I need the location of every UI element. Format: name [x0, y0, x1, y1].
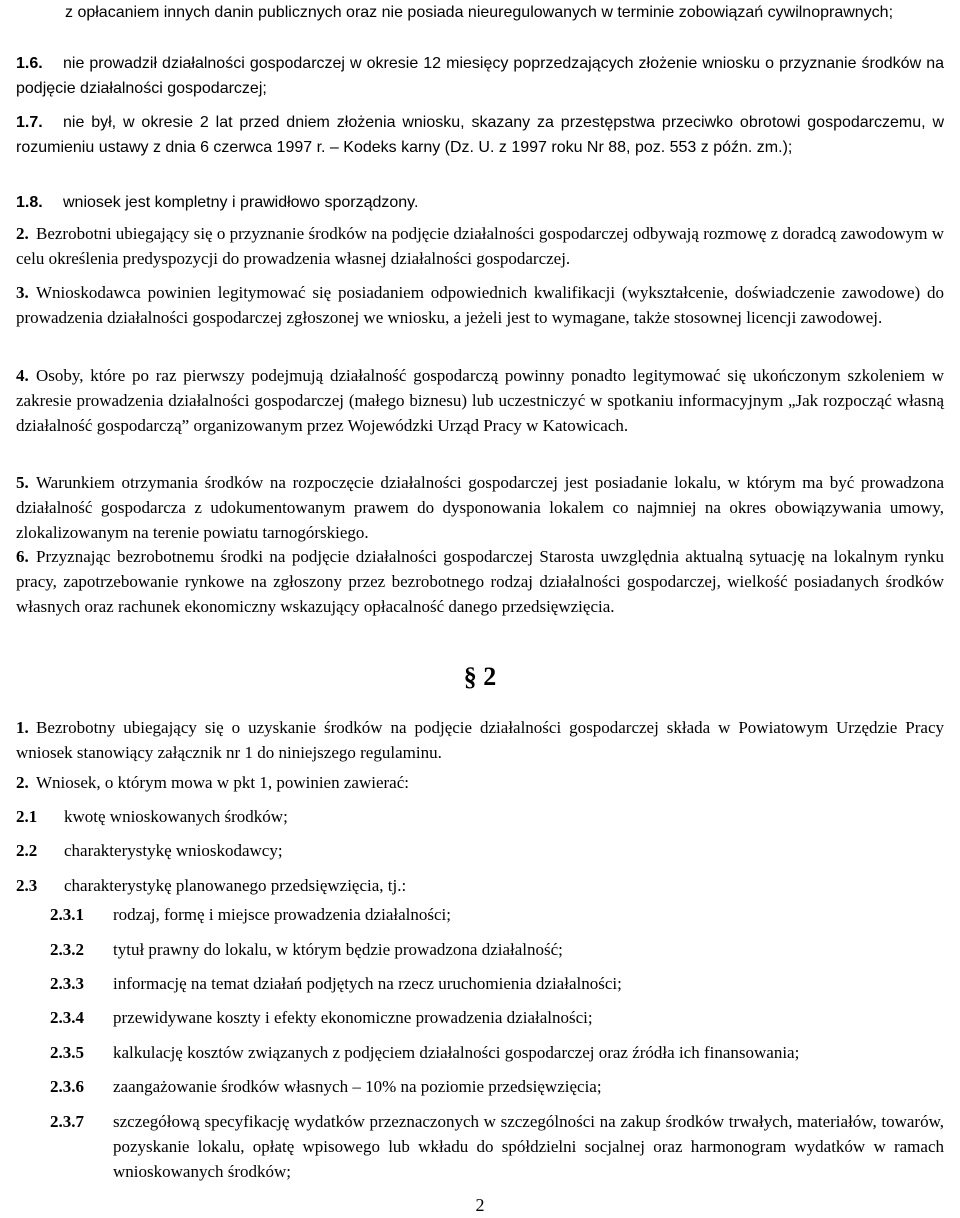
item-text: szczegółową specyfikację wydatków przeznaczonych w szczególności na zakup środków trwałych, materiałów, towarów, pozyskanie lokalu, opłatę wpisowego lub wkładu do spółdzielni socjalnej oraz harmonogram wydatków w ramach wnioskowanych środków; — [113, 1112, 944, 1181]
item-number: 2.3.6 — [50, 1077, 84, 1096]
item-5 — [16, 470, 944, 545]
item-text: charakterystykę planowanego przedsięwzięcia, tj.: — [64, 876, 407, 895]
sub-item-number: 1.6. — [16, 55, 43, 72]
item-text: Bezrobotny ubiegający się o uzyskanie środków na podjęcie działalności gospodarczej składa w Powiatowym Urzędzie Pracy wniosek stanowiący załącznik nr 1 do niniejszego regulaminu. — [16, 718, 944, 762]
item-3 — [16, 280, 944, 330]
sub-item-1-8 — [16, 190, 944, 215]
level3-item-2-3-5 — [50, 1040, 944, 1065]
item-6 — [16, 544, 944, 619]
section-item-2 — [16, 770, 944, 795]
item-number: 5. — [16, 473, 29, 492]
sub-item-1-7 — [16, 110, 944, 160]
level3-item-2-3-4 — [50, 1005, 944, 1030]
continuation-text: z opłacaniem innych danin publicznych oraz nie posiada nieuregulowanych w terminie zobowiązań cywilnoprawnych; — [65, 4, 894, 21]
page-number: 2 — [475, 1195, 485, 1215]
level3-item-2-3-7 — [50, 1109, 944, 1184]
item-number: 2.3 — [16, 876, 38, 895]
item-text: Warunkiem otrzymania środków na rozpoczęcie działalności gospodarczej jest posiadanie lokalu, w którym ma być prowadzona działalność gospodarcza z udokumentowanym prawem do dysponowania lokalem co najmniej na okres obowiązywania umowy, zlokalizowanym na terenie powiatu tarnogórskiego. — [16, 473, 944, 542]
item-text: charakterystykę wnioskodawcy; — [64, 841, 283, 860]
item-number: 2.3.1 — [50, 905, 84, 924]
item-number: 2. — [16, 224, 29, 243]
sub-item-1-6 — [16, 51, 944, 101]
item-text: kwotę wnioskowanych środków; — [64, 807, 288, 826]
item-number: 4. — [16, 366, 29, 385]
item-text: Wniosek, o którym mowa w pkt 1, powinien zawierać: — [36, 773, 409, 792]
sub-item-number: 1.7. — [16, 114, 43, 131]
item-number: 2.2 — [16, 841, 38, 860]
sub-item-number: 1.8. — [16, 194, 43, 211]
item-2 — [16, 221, 944, 271]
item-number: 2.3.5 — [50, 1043, 84, 1062]
level2-item-2-3 — [16, 873, 944, 898]
item-number: 1. — [16, 718, 29, 737]
item-number: 2.3.7 — [50, 1112, 84, 1131]
sub-item-text: wniosek jest kompletny i prawidłowo sporządzony. — [63, 194, 419, 211]
continuation-paragraph — [65, 0, 944, 25]
item-text: kalkulację kosztów związanych z podjęciem działalności gospodarczej oraz źródła ich finansowania; — [113, 1043, 800, 1062]
level3-item-2-3-2 — [50, 937, 944, 962]
item-number: 2.3.2 — [50, 940, 84, 959]
level3-item-2-3-3 — [50, 971, 944, 996]
sub-item-text: nie był, w okresie 2 lat przed dniem złożenia wniosku, skazany za przestępstwa przeciwko obrotowi gospodarczemu, w rozumieniu ustawy z dnia 6 czerwca 1997 r. – Kodeks karny (Dz. U. z 1997 roku Nr 88, poz. 553 z późn. zm.); — [16, 114, 944, 156]
level3-item-2-3-6 — [50, 1074, 944, 1099]
item-text: zaangażowanie środków własnych – 10% na poziomie przedsięwzięcia; — [113, 1077, 602, 1096]
item-text: Bezrobotni ubiegający się o przyznanie środków na podjęcie działalności gospodarczej odbywają rozmowę z doradcą zawodowym w celu określenia predyspozycji do prowadzenia własnej działalności gospodarczej. — [16, 224, 944, 268]
item-text: Przyznając bezrobotnemu środki na podjęcie działalności gospodarczej Starosta uwzględnia aktualną sytuację na lokalnym rynku pracy, zapotrzebowanie rynkowe na zgłoszony przez bezrobotnego rodzaj działalności gospodarczej, wielkość posiadanych środków własnych oraz rachunek ekonomiczny wskazujący opłacalność danego przedsięwzięcia. — [16, 547, 944, 616]
item-text: informację na temat działań podjętych na rzecz uruchomienia działalności; — [113, 974, 622, 993]
item-4 — [16, 363, 944, 438]
item-number: 2.3.4 — [50, 1008, 84, 1027]
sub-item-text: nie prowadził działalności gospodarczej w okresie 12 miesięcy poprzedzających złożenie wniosku o przyznanie środków na podjęcie działalności gospodarczej; — [16, 55, 944, 97]
level2-item-2-2 — [16, 838, 944, 863]
section-heading: § 2 — [463, 662, 497, 691]
item-number: 2.1 — [16, 807, 38, 826]
item-number: 3. — [16, 283, 29, 302]
item-text: przewidywane koszty i efekty ekonomiczne prowadzenia działalności; — [113, 1008, 593, 1027]
item-text: Wnioskodawca powinien legitymować się posiadaniem odpowiednich kwalifikacji (wykształcenie, doświadczenie zawodowe) do prowadzenia działalności gospodarczej zgłoszonej we wniosku, a jeżeli jest to wymagane, także stosownej licencji zawodowej. — [16, 283, 944, 327]
level2-item-2-1 — [16, 804, 944, 829]
item-number: 2. — [16, 773, 29, 792]
item-text: tytuł prawny do lokalu, w którym będzie prowadzona działalność; — [113, 940, 563, 959]
item-text: Osoby, które po raz pierwszy podejmują działalność gospodarczą powinny ponadto legitymować się ukończonym szkoleniem w zakresie prowadzenia działalności gospodarczej (małego biznesu) lub uczestniczyć w spotkaniu informacyjnym „Jak rozpocząć własną działalność gospodarczą” organizowanym przez Wojewódzki Urząd Pracy w Katowicach. — [16, 366, 944, 435]
item-number: 2.3.3 — [50, 974, 84, 993]
section-item-1 — [16, 715, 944, 765]
item-text: rodzaj, formę i miejsce prowadzenia działalności; — [113, 905, 451, 924]
level3-item-2-3-1 — [50, 902, 944, 927]
item-number: 6. — [16, 547, 29, 566]
